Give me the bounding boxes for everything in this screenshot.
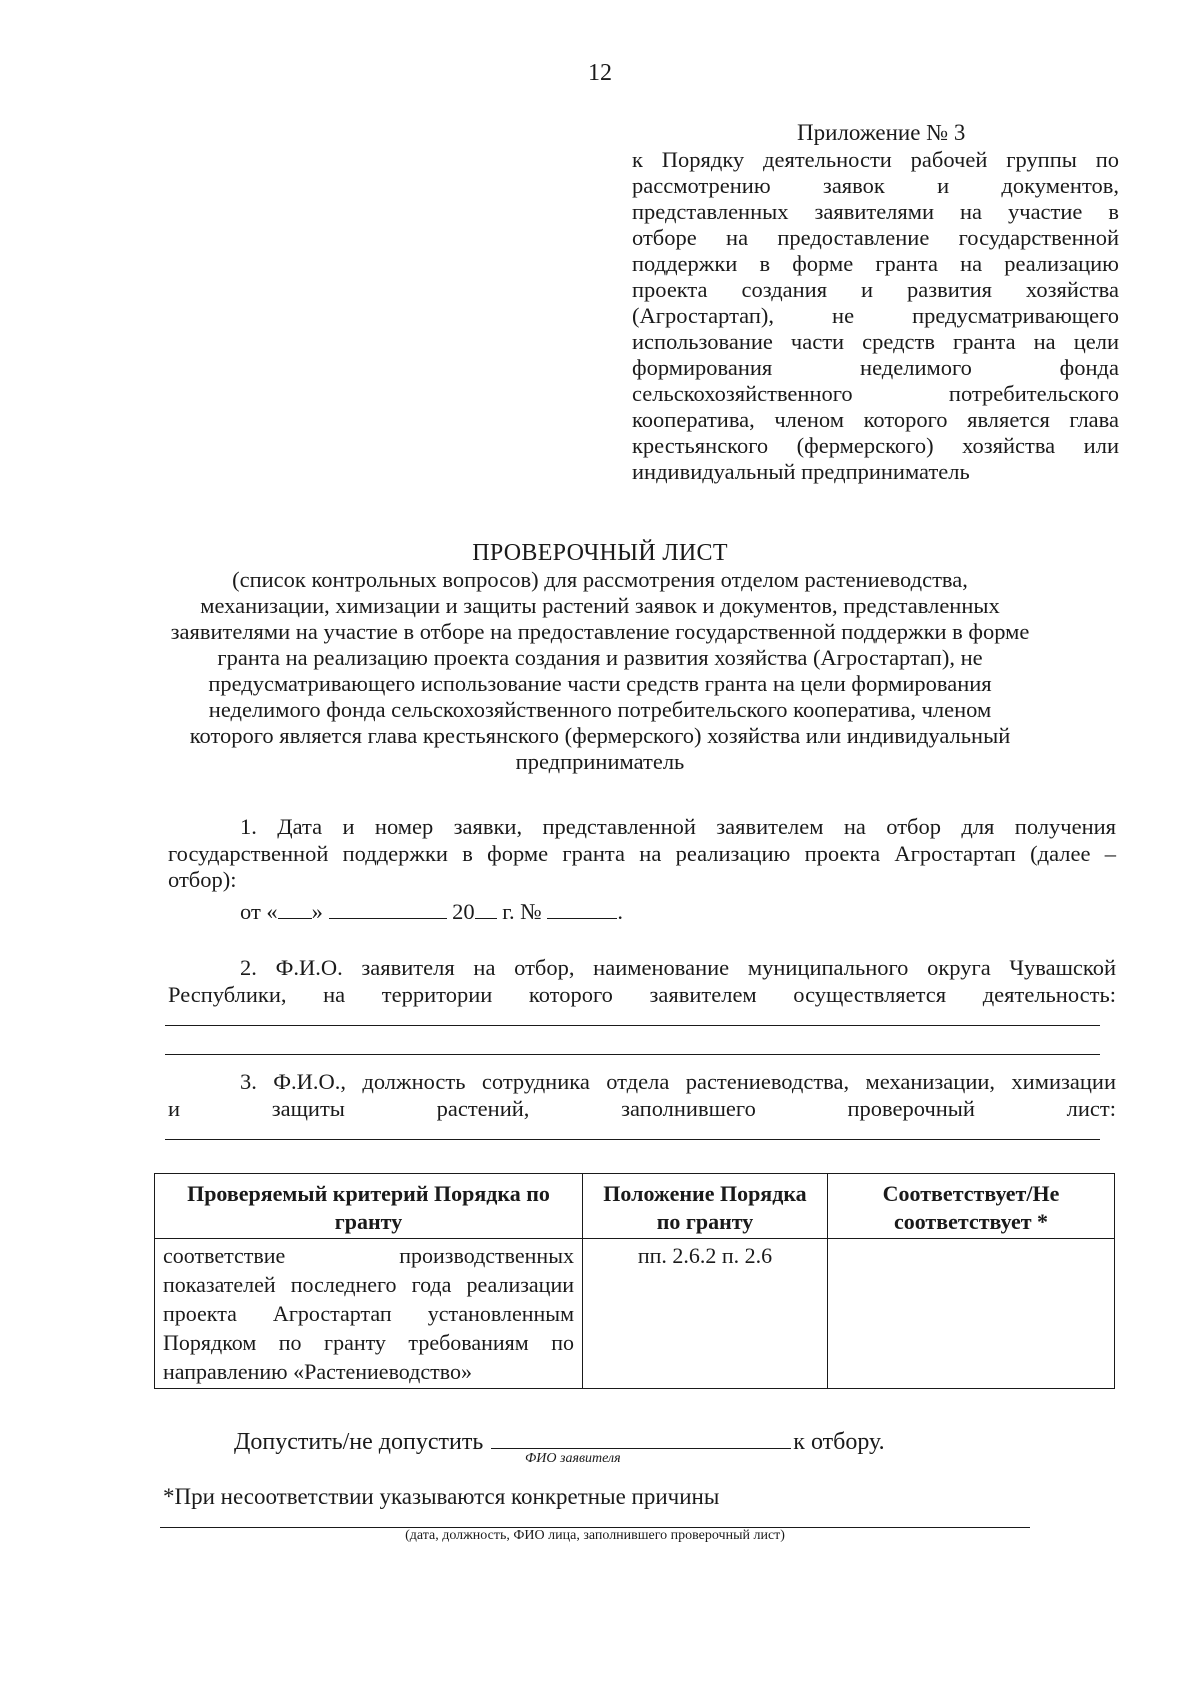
item-3-line: и защиты растений, заполнившего проверочный лист:: [168, 1096, 1116, 1121]
compliance-cell[interactable]: [828, 1239, 1115, 1389]
page-number: 12: [588, 60, 612, 86]
appendix-title: Приложение № 3: [797, 120, 966, 145]
appendix-line: к Порядку деятельности рабочей группы по: [632, 147, 1119, 172]
item-1-line: отбор):: [168, 867, 237, 892]
appendix-line: сельскохозяйственного потребительского: [632, 381, 1119, 406]
date-prefix: от «: [240, 899, 278, 924]
sheet-title: ПРОВЕРОЧНЫЙ ЛИСТ: [472, 540, 728, 566]
appendix-line: представленных заявителями на участие в: [632, 199, 1119, 224]
footnote: *При несоответствии указываются конкретные причины: [163, 1484, 720, 1509]
decision-prefix: Допустить/не допустить: [234, 1429, 484, 1455]
date-suffix: г. №: [502, 899, 542, 924]
item-2-line: Республики, на территории которого заявителем осуществляется деятельность:: [168, 982, 1116, 1007]
employee-fill-line[interactable]: [165, 1139, 1100, 1140]
appendix-line: рассмотрению заявок и документов,: [632, 173, 1119, 198]
criteria-table: [154, 1173, 1115, 1389]
item-1-line: 1. Дата и номер заявки, представленной заявителем на отбор для получения: [240, 814, 1116, 839]
appendix-line: крестьянского (фермерского) хозяйства или: [632, 433, 1119, 458]
subtitle-line: механизации, химизации и защиты растений заявок и документов, представленных: [200, 593, 1000, 618]
month-blank[interactable]: [329, 900, 447, 919]
subtitle-line: (список контрольных вопросов) для рассмотрения отделом растениеводства,: [232, 567, 968, 592]
year-blank[interactable]: [475, 900, 497, 919]
item-3-line: 3. Ф.И.О., должность сотрудника отдела растениеводства, механизации, химизации: [240, 1069, 1116, 1094]
header-clause: Положение Порядка по гранту: [583, 1174, 828, 1239]
subtitle-line: гранта на реализацию проекта создания и развития хозяйства (Агростартап), не: [217, 645, 983, 670]
appendix-line: поддержки в форме гранта на реализацию: [632, 251, 1119, 276]
subtitle-line: заявителями на участие в отборе на предоставление государственной поддержки в форме: [170, 619, 1030, 644]
criterion-line: направлению «Растениеводство»: [163, 1359, 472, 1384]
appendix-line: индивидуальный предприниматель: [632, 459, 970, 484]
applicant-fill-line[interactable]: [165, 1025, 1100, 1026]
table-header-row: [155, 1174, 1115, 1239]
item-1-line: государственной поддержки в форме гранта на реализацию проекта Агростартап (далее –: [168, 841, 1116, 866]
header-compliance: Соответствует/Не соответствует *: [828, 1174, 1115, 1239]
number-blank[interactable]: [547, 900, 617, 919]
appendix-line: формирования неделимого фонда: [632, 355, 1119, 380]
decision-suffix: к отбору.: [793, 1429, 885, 1455]
subtitle-line: предприниматель: [515, 749, 685, 774]
appendix-line: (Агростартап), не предусматривающего: [632, 303, 1119, 328]
criterion-line: соответствие производственных: [163, 1243, 574, 1268]
subtitle-line: неделимого фонда сельскохозяйственного потребительского кооператива, членом: [208, 697, 992, 722]
item-2-line: 2. Ф.И.О. заявителя на отбор, наименование муниципального округа Чувашской: [240, 955, 1116, 980]
clause-cell: пп. 2.6.2 п. 2.6: [583, 1239, 828, 1389]
date-quote-close: »: [311, 899, 323, 924]
date-end: .: [617, 899, 623, 924]
criterion-line: проекта Агростартап установленным: [163, 1301, 574, 1326]
application-date-line: [240, 899, 623, 925]
appendix-line: проекта создания и развития хозяйства: [632, 277, 1119, 302]
day-blank[interactable]: [278, 900, 312, 919]
table-row: [155, 1239, 1115, 1389]
applicant-name-blank[interactable]: [491, 1426, 791, 1449]
appendix-line: кооператива, членом которого является глава: [632, 407, 1119, 432]
appendix-line: отборе на предоставление государственной: [632, 225, 1119, 250]
signature-caption: (дата, должность, ФИО лица, заполнившего проверочный лист): [405, 1528, 785, 1543]
criterion-cell: [155, 1239, 583, 1389]
subtitle-line: которого является глава крестьянского (фермерского) хозяйства или индивидуальный: [189, 723, 1011, 748]
applicant-caption: ФИО заявителя: [525, 1451, 621, 1466]
criterion-line: Порядком по гранту требованиям по: [163, 1330, 574, 1355]
applicant-fill-line[interactable]: [165, 1054, 1100, 1055]
header-criterion: Проверяемый критерий Порядка по гранту: [155, 1174, 583, 1239]
date-year: 20: [452, 899, 475, 924]
criterion-line: показателей последнего года реализации: [163, 1272, 574, 1297]
appendix-line: использование части средств гранта на цели: [632, 329, 1119, 354]
subtitle-line: предусматривающего использование части средств гранта на цели формирования: [208, 671, 992, 696]
